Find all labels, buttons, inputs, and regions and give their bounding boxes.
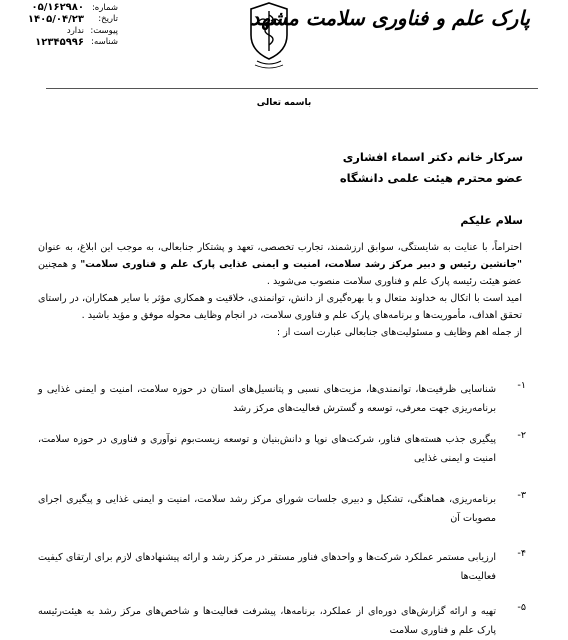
duty-number: ۳- <box>517 490 526 501</box>
duty-text: پیگیری جذب هسته‌های فناور، شرکت‌های نوپا و دانش‌بنیان و توسعه زیست‌بوم نوآوری و فناوری در حوزه سلامت، امنیت و ایمنی غذایی <box>38 434 496 464</box>
duty-item <box>38 490 526 528</box>
attachment-label: پیوست: <box>90 25 118 36</box>
date-label: تاریخ: <box>98 14 118 25</box>
date-value: ۱۴۰۵/۰۴/۲۳ <box>27 13 84 25</box>
appointment-title: "جانشین رئیس و دبیر مرکز رشد سلامت، امنیت و ایمنی غذایی پارک علم و فناوری سلامت" <box>80 259 522 270</box>
header-divider <box>46 88 538 89</box>
duty-number: ۵- <box>517 602 526 613</box>
duty-text: برنامه‌ریزی، هماهنگی، تشکیل و دبیری جلسات شورای مرکز رشد سلامت، امنیت و ایمنی غذایی و پیگیری اجرای مصوبات آن <box>38 494 496 524</box>
intro-paragraph-2: امید است با اتکال به خداوند متعال و با بهره‌گیری از دانش، توانمندی، خلاقیت و همکاری مؤثر با سایر همکاران، در راستای تحقق اهداف، مأموریت‌ها و برنامه‌های پارک علم و فناوری سلامت، در انجام وظایف محوله موفق و مؤید باشید . <box>38 293 522 321</box>
intro-p1-end: و همچنین عضو هیئت رئیسه پارک علم و فناوری سلامت منصوب می‌شوید . <box>38 259 522 287</box>
basmala: باسمه تعالی <box>256 98 312 108</box>
addressee <box>340 150 523 192</box>
letter-intro <box>38 239 522 341</box>
id-value: ۱۲۳۴۵۹۹۶ <box>35 36 84 48</box>
number-value: ۰۵/۱۶۲۹۸۰ <box>31 2 84 14</box>
letter-meta <box>8 2 118 48</box>
duty-text: تهیه و ارائه گزارش‌های دوره‌ای از عملکرد، برنامه‌ها، پیشرفت فعالیت‌ها و شاخص‌های مرکز رشد به هیئت‌رئیسه پارک علم و فناوری سلامت <box>38 606 496 636</box>
duty-number: ۲- <box>517 430 526 441</box>
meta-attachment <box>8 25 118 37</box>
number-label: شماره: <box>91 2 118 13</box>
duty-item <box>38 602 526 640</box>
meta-date <box>8 14 118 26</box>
id-label: شناسه: <box>91 37 118 48</box>
duty-item <box>38 380 526 418</box>
duty-text: ارزیابی مستمر عملکرد شرکت‌ها و واحدهای فناور مستقر در مرکز رشد و ارائه پیشنهادهای لازم برای ارتقای کیفیت فعالیت‌ها <box>38 552 496 582</box>
meta-number <box>8 2 118 14</box>
addressee-name: سرکار خانم دکتر اسماء افشاری <box>342 150 523 164</box>
duty-number: ۱- <box>517 380 526 391</box>
park-title: پارک علم و فناوری سلامت مشهد <box>250 6 530 30</box>
duty-item <box>38 548 526 586</box>
duty-text: شناسایی ظرفیت‌ها، توانمندی‌ها، مزیت‌های نسبی و پتانسیل‌های استان در حوزه سلامت، امنیت و ایمنی غذایی و برنامه‌ریزی جهت معرفی، توسعه و گسترش فعالیت‌های مرکز رشد <box>38 384 496 414</box>
intro-p1-start: احتراماً، با عنایت به شایستگی، سوابق ارزشمند، تجارب تخصصی، تعهد و پشتکار جنابعالی، به موجب این ابلاغ، به عنوان <box>38 242 522 253</box>
duty-item <box>38 430 526 468</box>
meta-id <box>8 37 118 49</box>
addressee-title: عضو محترم هیئت علمی دانشگاه <box>339 171 523 185</box>
intro-paragraph-3: از جمله اهم وظایف و مسئولیت‌های جنابعالی عبارت است از : <box>276 327 522 338</box>
greeting: سلام علیکم <box>460 214 523 227</box>
intro-paragraph-1 <box>38 239 522 290</box>
duty-number: ۴- <box>517 548 526 559</box>
attachment-value: ندارد <box>66 25 84 36</box>
